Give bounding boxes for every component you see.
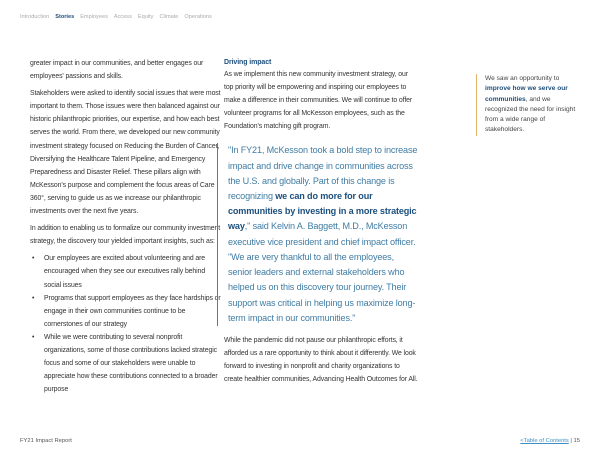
- pull-quote: [217, 143, 418, 325]
- nav-climate[interactable]: Climate: [159, 14, 179, 20]
- quote-text: "In FY21, McKesson took a bold step to increase impact and drive change in communities across the U.S. and globally. Part of this change is recognizing: [228, 145, 418, 202]
- paragraph: In addition to enabling us to formalize our community investment strategy, the discovery tour yielded important insights, such as:: [30, 225, 221, 246]
- nav-equity[interactable]: Equity: [137, 14, 154, 20]
- paragraph: Stakeholders were asked to identify social issues that were most important to them. Those issues were then balanced against our historic philanthropic priorities, our expertise, and how each best serves the world. From there, we developed our new community investment strategy focused on Reducing the Burden of Cancer, Diversifying the Healthcare Talent Pipeline, and Emergency Preparedness and Disaster Relief. These pillars align with McKesson's purpose and complement the focus areas of Care 360°, serving to guide us as we increase our philanthropic investments over the next five years.: [30, 90, 221, 216]
- section-nav: [20, 14, 212, 20]
- middle-column: [224, 57, 418, 390]
- nav-employees[interactable]: Employees: [80, 14, 108, 20]
- quote-text: ," said Kelvin A. Baggett, M.D., McKesson executive vice president and chief impact officer. "We are very thankful to all the employees, senior leaders and external stakeholders who helped us on this discovery tour journey. Their support was critical in helping us maximize long-term impact in our communities.": [228, 221, 416, 323]
- callout-text: We saw an opportunity to: [485, 75, 560, 82]
- nav-operations[interactable]: Operations: [184, 14, 212, 20]
- nav-stories[interactable]: Stories: [55, 14, 75, 20]
- insights-list: [30, 252, 222, 396]
- paragraph: As we implement this new community investment strategy, our top priority will be empowering and inspiring our employees to make a difference in their communities. We will continue to offer volunteer programs for all McKesson employees, such as the Foundation's matching gift program.: [224, 71, 413, 131]
- sidebar-callout: [476, 74, 580, 136]
- nav-access[interactable]: Access: [113, 14, 132, 20]
- separator: |: [568, 438, 574, 444]
- callout-text: , and we recognized the need for insight from a wide range of stakeholders.: [485, 95, 576, 134]
- page-number: 15: [573, 438, 580, 444]
- table-of-contents-link[interactable]: <Table of Contents: [520, 438, 569, 444]
- paragraph: greater impact in our communities, and better engages our employees' passions and skills.: [30, 60, 204, 81]
- footer-right: [520, 438, 580, 444]
- paragraph: While the pandemic did not pause our philanthropic efforts, it afforded us a rare opportunity to think about it differently. We look forward to investing in nonprofit and charity organizations to create healthier communities, Advancing Health Outcomes for All.: [224, 336, 418, 384]
- footer-title: FY21 Impact Report: [20, 438, 72, 444]
- section-heading: Driving impact: [224, 59, 272, 66]
- callout-emphasis: improve how we serve our communities: [485, 85, 568, 103]
- list-item: • While we were contributing to several nonprofit organizations, some of those contributions lacked strategic focus and some of our stakeholders were unable to appreciate how these contributions connected to a broader purpose: [44, 331, 222, 396]
- left-column: [30, 57, 222, 396]
- nav-introduction[interactable]: Introduction: [20, 14, 50, 20]
- list-item: • Our employees are excited about volunteering and are encouraged when they see our executives rally behind social issues: [44, 252, 222, 291]
- quote-emphasis: we can do more for our communities by investing in a more strategic way: [228, 191, 417, 232]
- list-item: • Programs that support employees as they face hardships or engage in their own communities continue to be cornerstones of our strategy: [44, 292, 222, 331]
